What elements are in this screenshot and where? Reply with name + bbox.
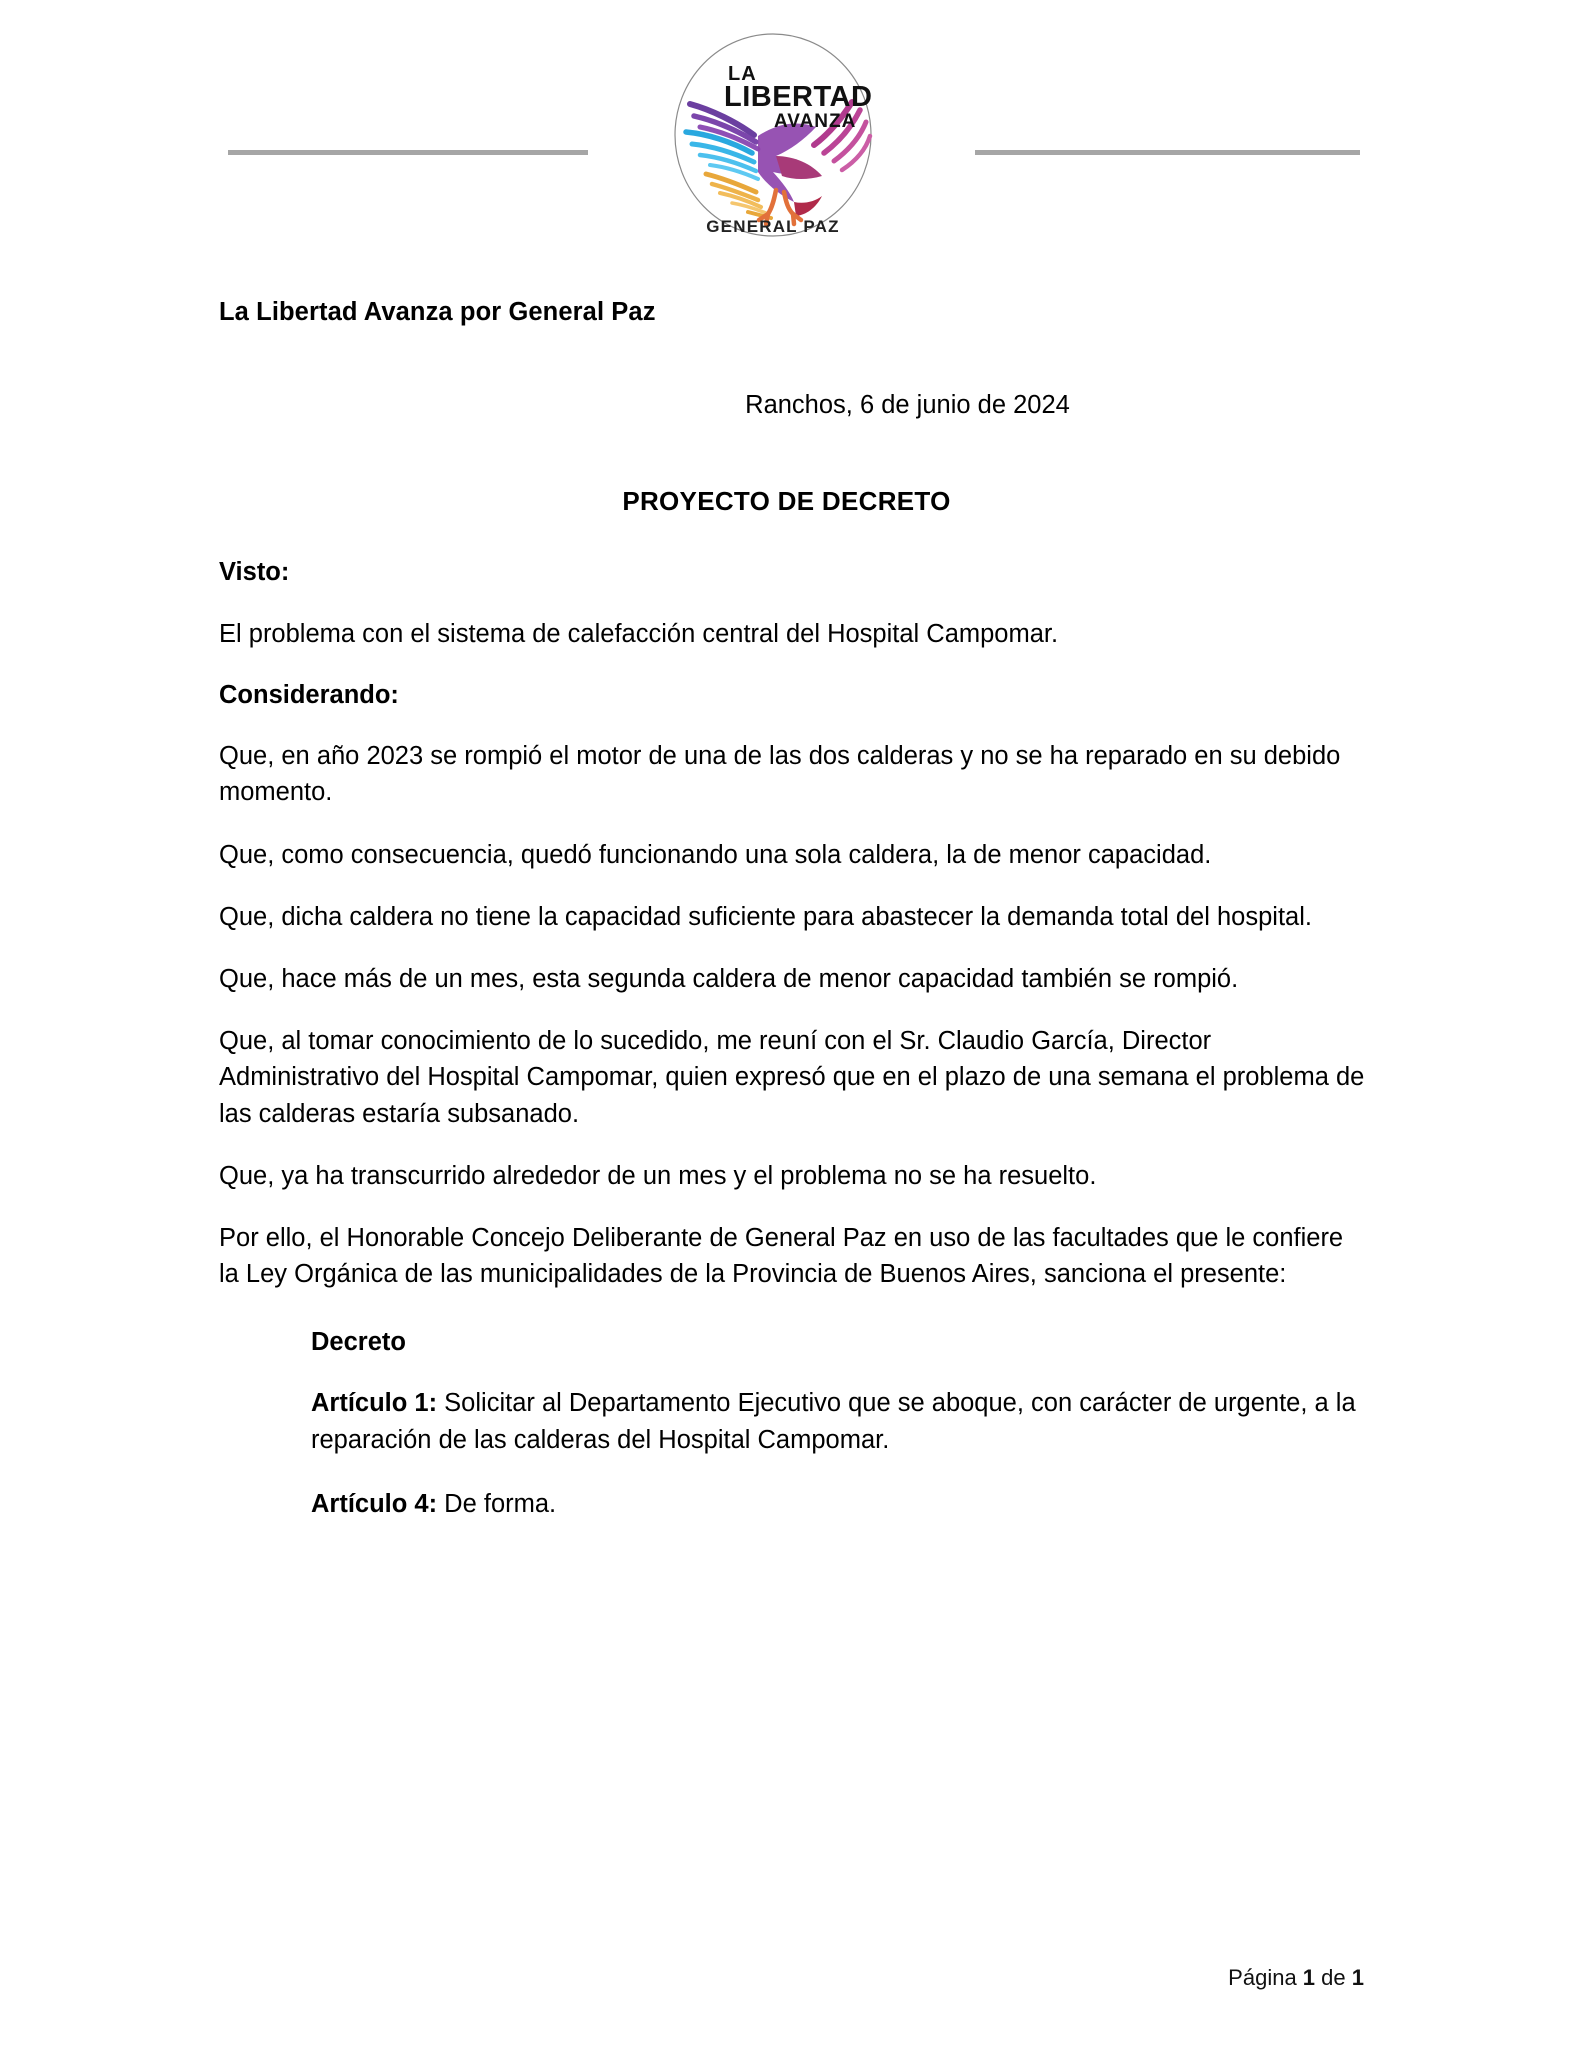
footer-total-pages: 1 xyxy=(1351,1965,1364,1990)
document-header xyxy=(0,0,1583,250)
party-logo-svg xyxy=(608,32,938,242)
considerando-paragraph: Que, dicha caldera no tiene la capacidad suficiente para abastecer la demanda total del hospital. xyxy=(219,902,1312,931)
article-label: Artículo 4: xyxy=(311,1489,438,1518)
article-text: De forma. xyxy=(437,1489,557,1518)
article-label: Artículo 1: xyxy=(311,1389,438,1418)
footer-prefix: Página xyxy=(1228,1965,1303,1990)
decreto-heading: Decreto xyxy=(311,1328,406,1357)
party-logo xyxy=(608,32,938,242)
footer-middle: de xyxy=(1315,1965,1352,1990)
date-line: Ranchos, 6 de junio de 2024 xyxy=(745,391,1070,420)
logo-text-avanza: AVANZA xyxy=(774,111,857,132)
logo-text-la: LA xyxy=(728,63,757,85)
page-title: PROYECTO DE DECRETO xyxy=(622,486,951,517)
section-label-considerando: Considerando: xyxy=(219,680,399,709)
article-item xyxy=(311,1486,1366,1522)
considerando-paragraph: Que, ya ha transcurrido alrededor de un mes y el problema no se ha resuelto. xyxy=(219,1161,1097,1190)
footer-current-page: 1 xyxy=(1302,1965,1316,1990)
article-item xyxy=(311,1385,1366,1457)
por-ello-paragraph: Por ello, el Honorable Concejo Deliberante de General Paz en uso de las facultades que le confiere la Ley Orgánica de las municipalidades de la Provincia de Buenos Aires, sanciona el presente: xyxy=(219,1224,1344,1289)
page-footer xyxy=(0,1965,1583,1991)
logo-text-general-paz: GENERAL PAZ xyxy=(706,217,840,236)
considerando-paragraph: Que, como consecuencia, quedó funcionando una sola caldera, la de menor capacidad. xyxy=(219,840,1212,869)
visto-text: El problema con el sistema de calefacción central del Hospital Campomar. xyxy=(219,619,1059,648)
logo-text-libertad: LIBERTAD xyxy=(724,81,873,113)
article-text: Solicitar al Departamento Ejecutivo que se aboque, con carácter de urgente, a la reparación de las calderas del Hospital Campomar. xyxy=(311,1389,1356,1454)
document-body xyxy=(219,296,1366,1550)
organization-name: La Libertad Avanza por General Paz xyxy=(219,298,656,326)
section-label-visto: Visto: xyxy=(219,558,290,587)
header-rule-left xyxy=(228,150,588,155)
considerando-paragraph: Que, en año 2023 se rompió el motor de una de las dos calderas y no se ha reparado en su debido momento. xyxy=(219,742,1341,807)
considerando-paragraph: Que, hace más de un mes, esta segunda caldera de menor capacidad también se rompió. xyxy=(219,965,1239,993)
considerando-paragraph: Que, al tomar conocimiento de lo sucedido, me reuní con el Sr. Claudio García, Director Administrativo del Hospital Campomar, quien expresó que en el plazo de una semana el problema de las calderas estaría subsanado. xyxy=(219,1027,1365,1128)
decreto-block xyxy=(311,1328,1366,1522)
header-rule-right xyxy=(975,150,1360,155)
